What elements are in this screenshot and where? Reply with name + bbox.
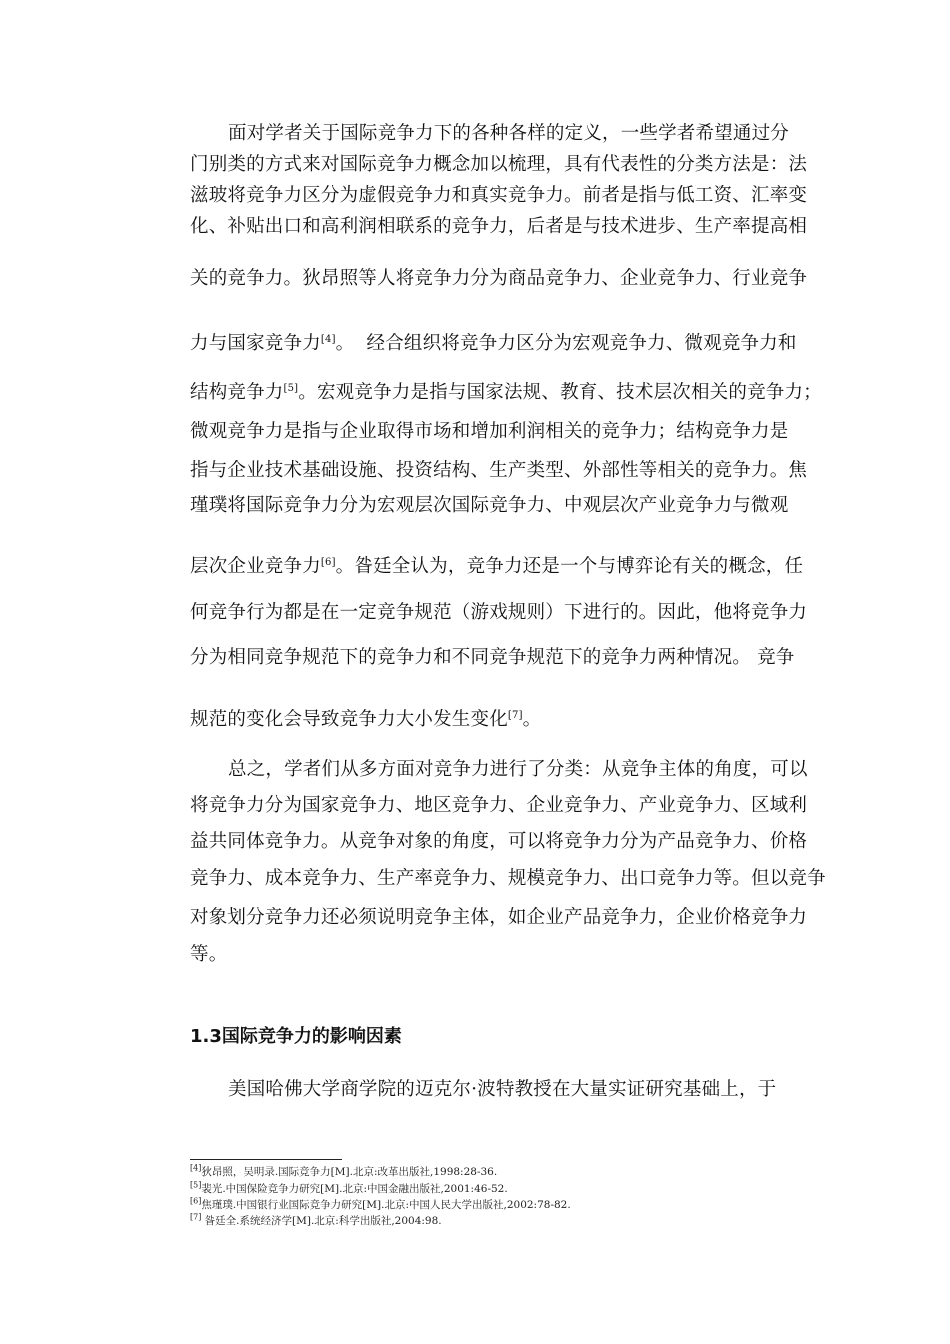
body-line: 对象划分竞争力还必须说明竞争主体，如企业产品竞争力，企业价格竞争力	[190, 907, 808, 928]
citation-ref[interactable]: [6]	[320, 556, 336, 568]
footnote-mark: [4]	[190, 1163, 202, 1173]
footnote	[190, 1181, 508, 1196]
footnote-divider	[190, 1159, 342, 1160]
body-line	[190, 329, 797, 355]
text-segment: 。昝廷全认为，竞争力还是一个与博弈论有关的概念，任	[335, 556, 804, 577]
footnote-text: 狄昂照，吴明录.国际竞争力[M].北京:改革出版社,1998:28-36.	[201, 1166, 498, 1178]
footnote-mark: [6]	[190, 1196, 202, 1206]
footnote-mark: [5]	[190, 1180, 202, 1190]
footnote-text: 焦瑾璞.中国银行业国际竞争力研究[M].北京:中国人民大学出版社,2002:78-82.	[201, 1199, 571, 1211]
body-line: 瑾璞将国际竞争力分为宏观层次国际竞争力、中观层次产业竞争力与微观	[190, 495, 789, 516]
body-line: 滋玻将竞争力区分为虚假竞争力和真实竞争力。前者是指与低工资、汇率变	[190, 185, 808, 206]
text-segment: 层次企业竞争力	[190, 556, 321, 577]
footnote	[190, 1213, 442, 1228]
text-segment: 。 经合组织将竞争力区分为宏观竞争力、微观竞争力和	[335, 333, 797, 354]
footnote-mark: [7]	[190, 1212, 202, 1222]
body-line	[190, 378, 822, 404]
body-line: 总之，学者们从多方面对竞争力进行了分类：从竞争主体的角度，可以	[228, 759, 808, 780]
text-segment: 结构竞争力	[190, 382, 284, 403]
text-segment: 力与国家竞争力	[190, 333, 321, 354]
body-line: 将竞争力分为国家竞争力、地区竞争力、企业竞争力、产业竞争力、区域利	[190, 795, 808, 816]
body-line: 微观竞争力是指与企业取得市场和增加利润相关的竞争力；结构竞争力是	[190, 421, 789, 442]
section-heading: 1.3国际竞争力的影响因素	[190, 1026, 402, 1047]
citation-ref[interactable]: [5]	[283, 382, 299, 394]
body-line: 等。	[190, 944, 228, 965]
body-line: 何竞争行为都是在一定竞争规范（游戏规则）下进行的。因此，他将竞争力	[190, 602, 808, 623]
body-line: 美国哈佛大学商学院的迈克尔·波特教授在大量实证研究基础上，于	[228, 1079, 777, 1100]
body-line: 关的竞争力。狄昂照等人将竞争力分为商品竞争力、企业竞争力、行业竞争	[190, 268, 808, 289]
text-segment: 。	[522, 709, 542, 730]
body-line: 面对学者关于国际竞争力下的各种各样的定义，一些学者希望通过分	[228, 123, 790, 144]
body-line: 化、补贴出口和高利润相联系的竞争力，后者是与技术进步、生产率提高相	[190, 216, 808, 237]
body-line: 门别类的方式来对国际竞争力概念加以梳理，具有代表性的分类方法是：法	[190, 154, 808, 175]
body-line	[190, 552, 803, 578]
body-line	[190, 705, 541, 731]
body-line: 分为相同竞争规范下的竞争力和不同竞争规范下的竞争力两种情况。 竞争	[190, 647, 795, 668]
text-segment: 规范的变化会导致竞争力大小发生变化	[190, 709, 508, 730]
body-line: 竞争力、成本竞争力、生产率竞争力、规模竞争力、出口竞争力等。但以竞争	[190, 868, 826, 889]
footnote	[190, 1164, 497, 1179]
footnote-text: 裴光.中国保险竞争力研究[M].北京:中国金融出版社,2001:46-52.	[201, 1183, 508, 1195]
footnote	[190, 1197, 571, 1212]
text-segment: 。宏观竞争力是指与国家法规、教育、技术层次相关的竞争力；	[298, 382, 822, 403]
footnote-text: 昝廷全.系统经济学[M].北京:科学出版社,2004:98.	[201, 1215, 442, 1227]
citation-ref[interactable]: [7]	[507, 709, 523, 721]
citation-ref[interactable]: [4]	[320, 333, 336, 345]
body-line: 益共同体竞争力。从竞争对象的角度，可以将竞争力分为产品竞争力、价格	[190, 831, 808, 852]
body-line: 指与企业技术基础设施、投资结构、生产类型、外部性等相关的竞争力。焦	[190, 460, 808, 481]
